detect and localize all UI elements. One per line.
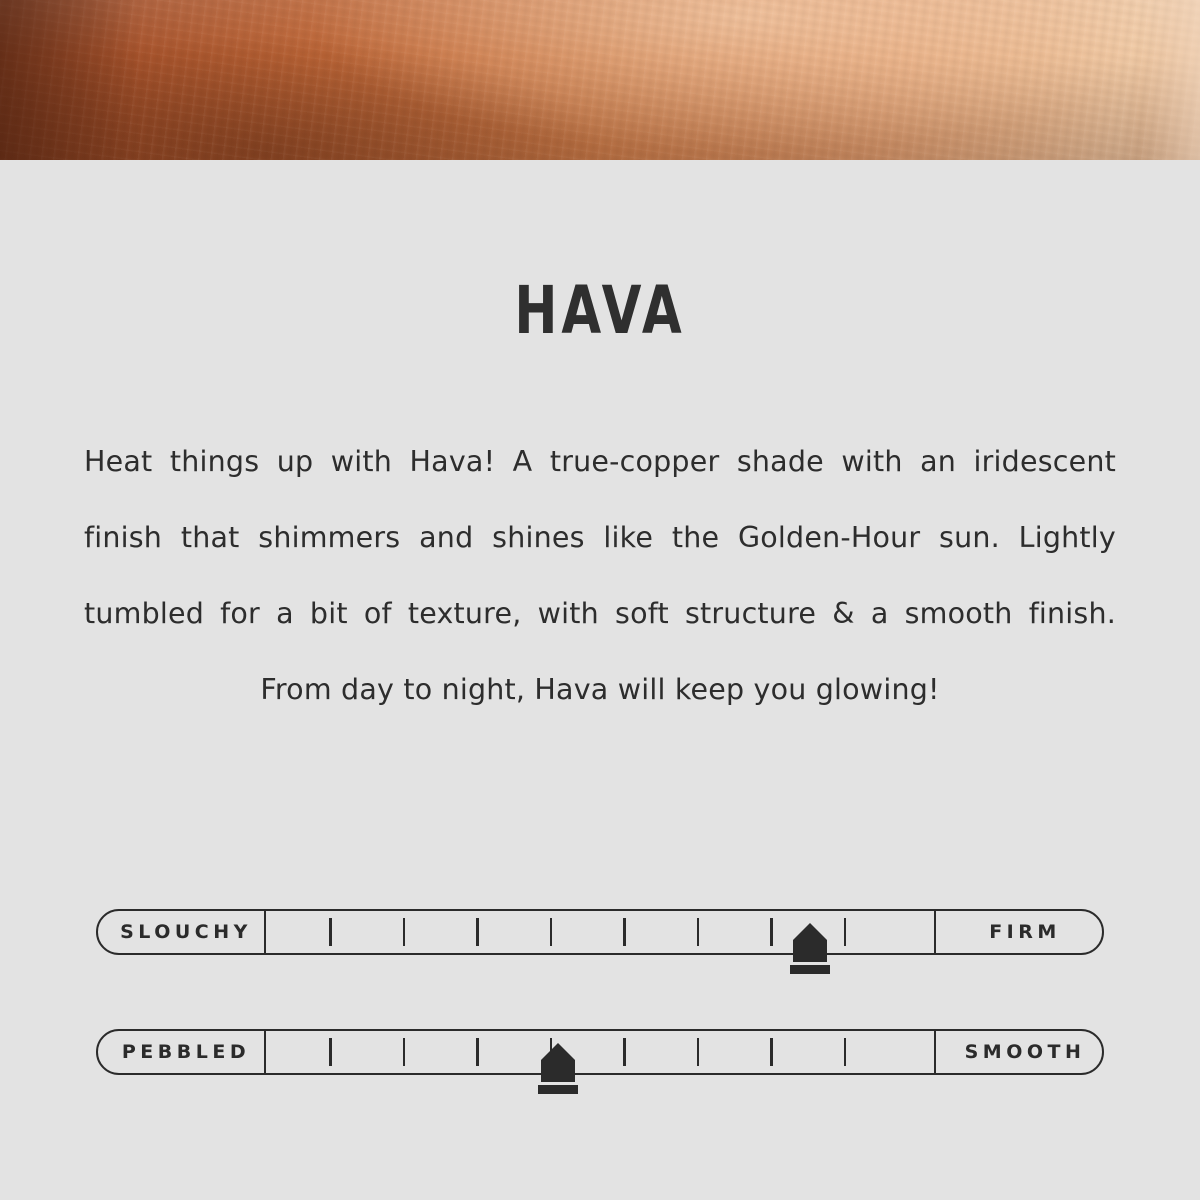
scale-tick (697, 918, 700, 946)
texture-scale-left-label: PEBBLED (96, 1029, 266, 1075)
structure-scale (96, 909, 1104, 955)
texture-scale-right-label: SMOOTH (934, 1029, 1104, 1075)
scale-tick (770, 918, 773, 946)
description-line-2: finish that shimmers and shines like the Golden-Hour sun. Lightly (84, 521, 1116, 554)
marker-arrow-icon (541, 1043, 575, 1060)
marker-base (538, 1085, 578, 1094)
product-title: HAVA (514, 272, 686, 349)
product-description (84, 424, 1116, 728)
scale-tick (697, 1038, 700, 1066)
swatch-grain-texture (0, 0, 1200, 160)
copper-leather-swatch-banner (0, 0, 1200, 160)
scale-tick (403, 1038, 406, 1066)
scale-tick (329, 918, 332, 946)
texture-scale-ticks (266, 1029, 934, 1075)
description-line-4: From day to night, Hava will keep you glowing! (260, 673, 940, 706)
scale-tick (844, 1038, 847, 1066)
texture-scale (96, 1029, 1104, 1075)
scale-tick (770, 1038, 773, 1066)
scale-tick (476, 1038, 479, 1066)
scale-tick (476, 918, 479, 946)
marker-arrow-icon (793, 923, 827, 940)
structure-scale-left-label: SLOUCHY (96, 909, 266, 955)
texture-scale-marker (536, 1043, 580, 1105)
scale-tick (623, 1038, 626, 1066)
swatch-right-highlight (1140, 0, 1200, 160)
structure-scale-marker (788, 923, 832, 985)
description-line-1: Heat things up with Hava! A true-copper shade with an iridescent (84, 445, 1116, 478)
scale-tick (550, 918, 553, 946)
marker-body (541, 1060, 575, 1082)
marker-base (790, 965, 830, 974)
scale-tick (844, 918, 847, 946)
swatch-left-shadow (0, 0, 140, 160)
structure-scale-right-label: FIRM (934, 909, 1104, 955)
structure-scale-ticks (266, 909, 934, 955)
scale-tick (623, 918, 626, 946)
description-line-3: tumbled for a bit of texture, with soft structure & a smooth finish. (84, 597, 1116, 630)
marker-body (793, 940, 827, 962)
scale-tick (329, 1038, 332, 1066)
scale-tick (403, 918, 406, 946)
